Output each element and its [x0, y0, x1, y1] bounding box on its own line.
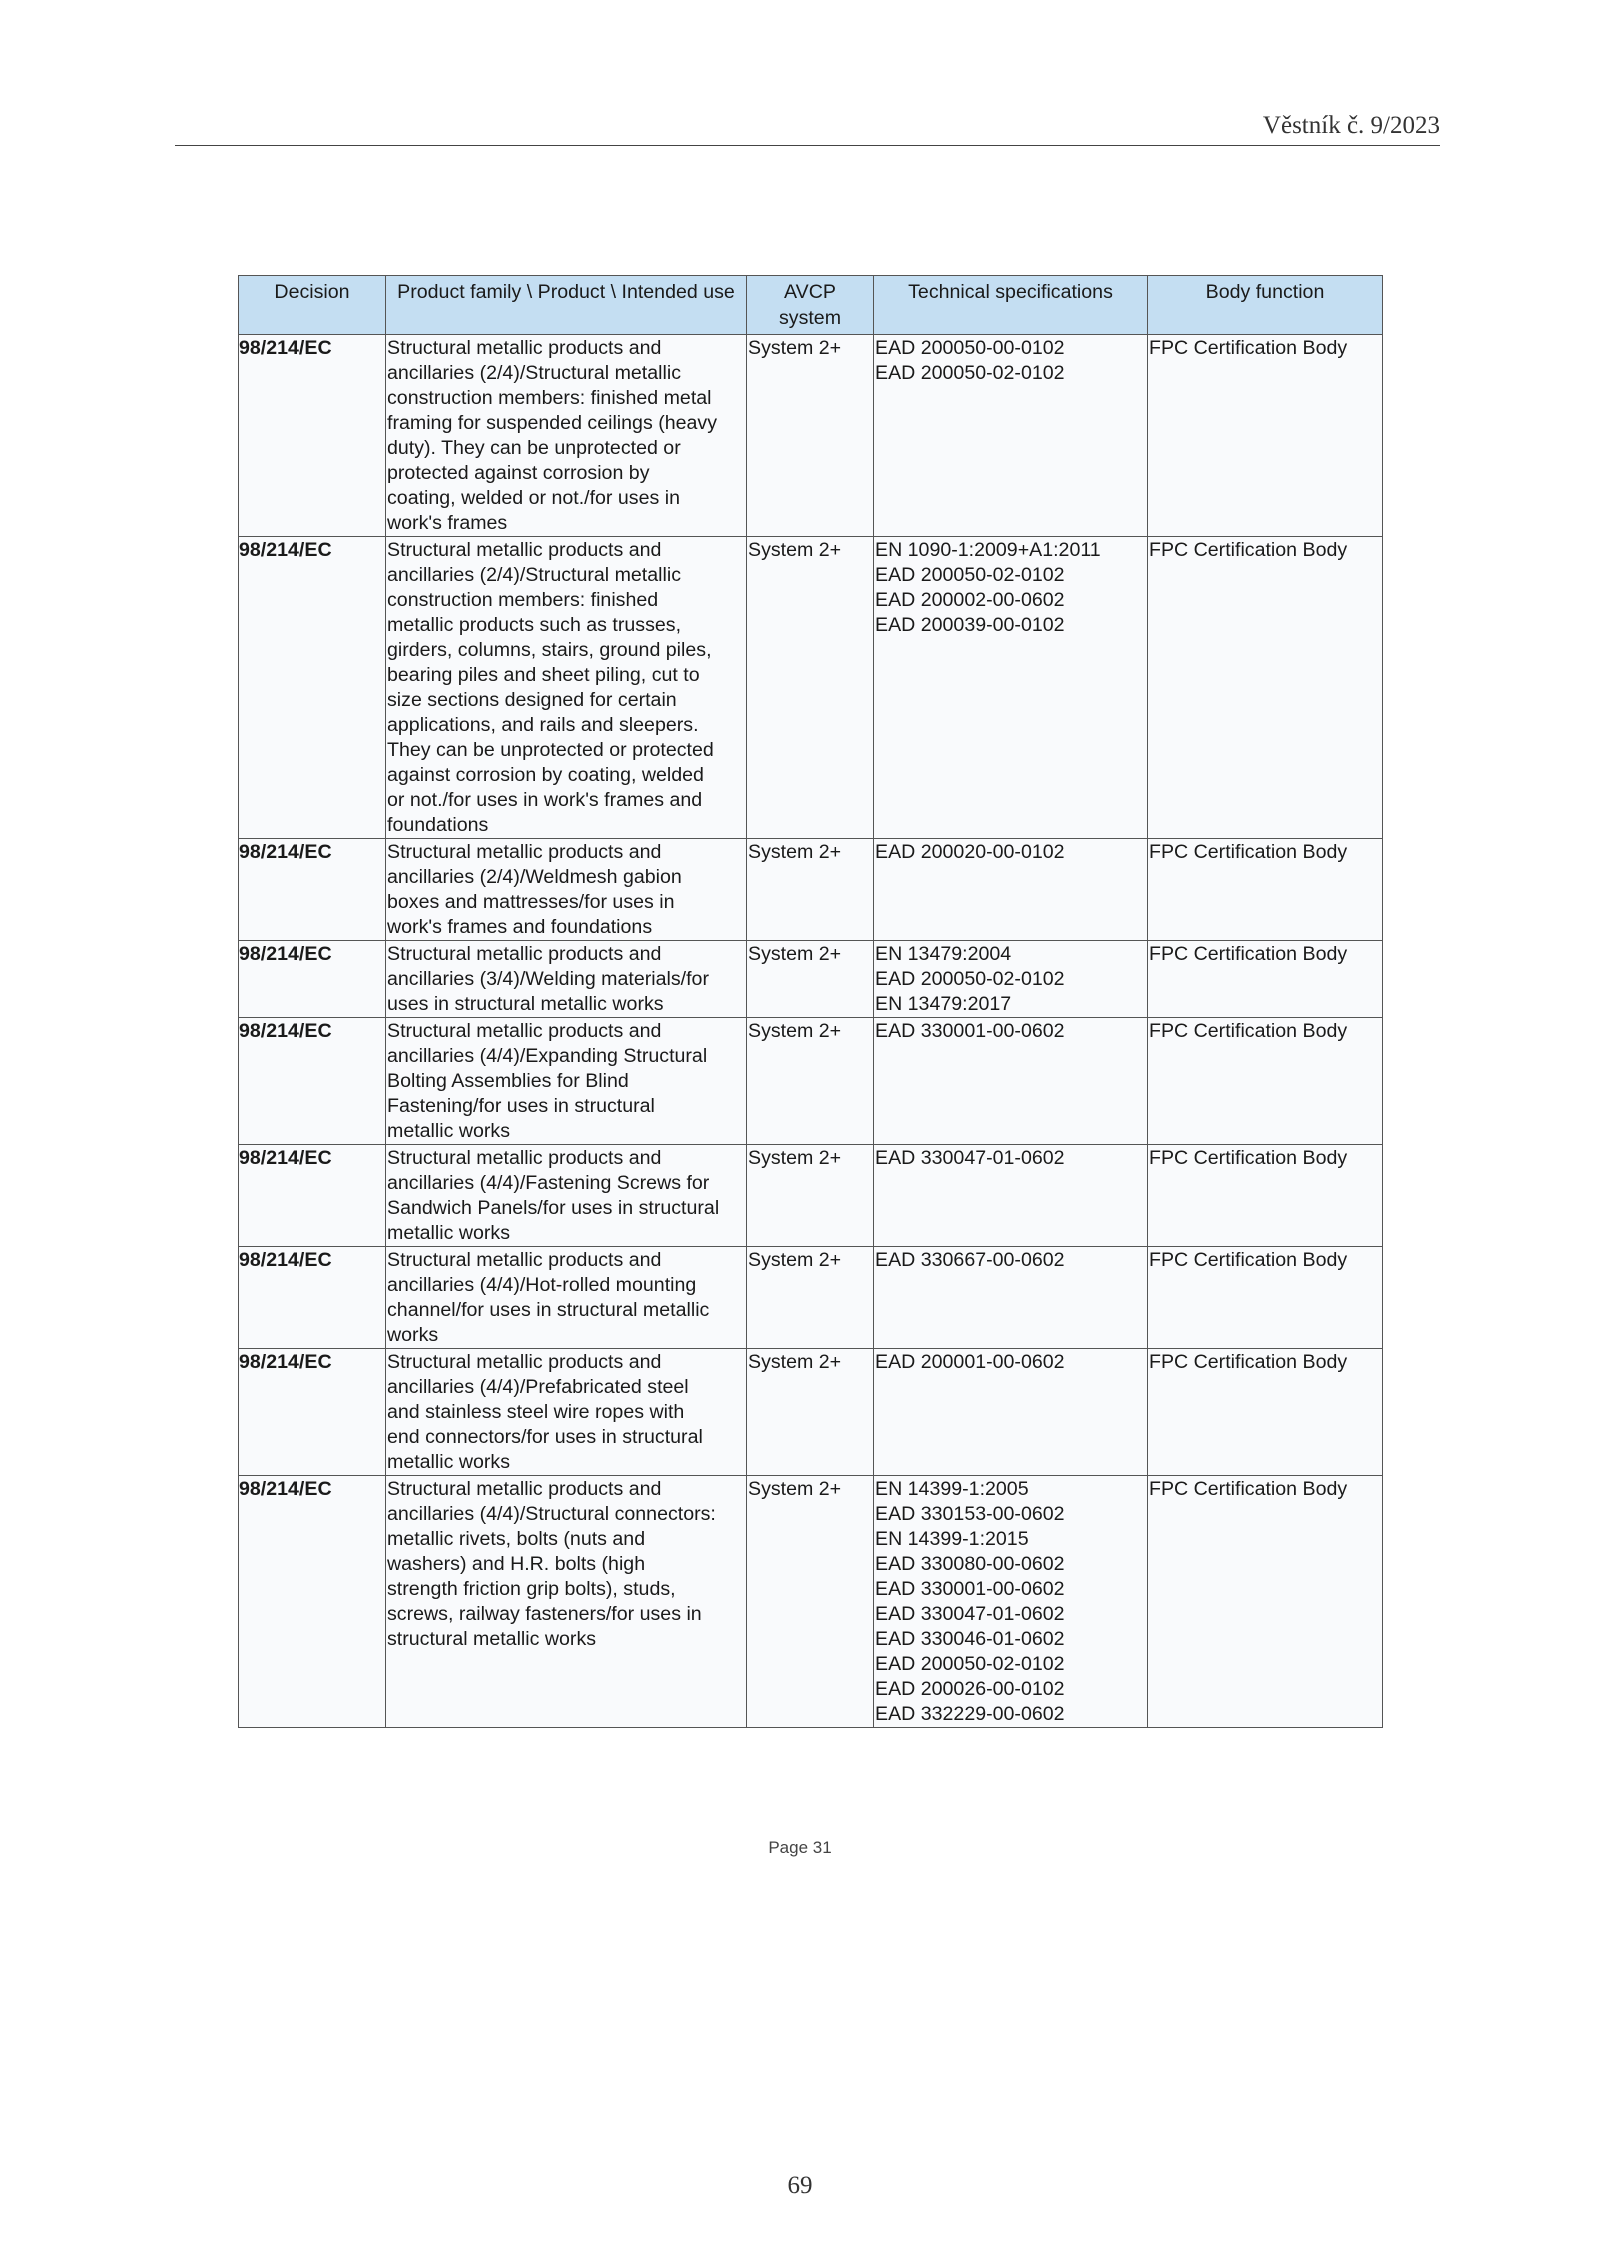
specification-line: EN 1090-1:2009+A1:2011 [875, 539, 1101, 561]
decision-text: 98/214/EC [239, 1020, 332, 1042]
product-line: Structural metallic products and [387, 337, 662, 359]
specifications-cell [874, 1145, 1148, 1247]
product-line: work's frames and foundations [387, 916, 653, 938]
specifications-cell [874, 335, 1148, 537]
product-line: metallic works [387, 1120, 511, 1142]
specification-line: EAD 200050-02-0102 [875, 362, 1065, 384]
decision-text: 98/214/EC [239, 841, 332, 863]
product-line: and stainless steel wire ropes with [387, 1401, 685, 1423]
specification-line: EAD 200050-02-0102 [875, 968, 1065, 990]
product-line: Bolting Assemblies for Blind [387, 1070, 629, 1092]
header-rule [175, 145, 1440, 146]
table-row [239, 1018, 1383, 1145]
avcp-text: System 2+ [748, 539, 842, 561]
avcp-cell [747, 1247, 874, 1349]
product-cell [386, 941, 747, 1018]
product-line: ancillaries (4/4)/Structural connectors: [387, 1503, 716, 1525]
table-row [239, 941, 1383, 1018]
product-line: channel/for uses in structural metallic [387, 1299, 710, 1321]
table-header-row [239, 276, 1383, 335]
product-cell [386, 1476, 747, 1728]
body-function-text: FPC Certification Body [1149, 337, 1348, 359]
table-row [239, 537, 1383, 839]
specifications-cell [874, 941, 1148, 1018]
body-function-cell [1148, 1349, 1383, 1476]
specification-line: EAD 200002-00-0602 [875, 589, 1065, 611]
specification-line: EAD 200050-02-0102 [875, 564, 1065, 586]
specification-line: EAD 330080-00-0602 [875, 1553, 1065, 1575]
decision-cell [239, 335, 386, 537]
decision-text: 98/214/EC [239, 1249, 332, 1271]
decision-cell [239, 1476, 386, 1728]
specifications-cell [874, 1018, 1148, 1145]
specifications-cell [874, 1349, 1148, 1476]
column-header-avcp: AVCP system [747, 276, 874, 335]
specification-line: EAD 330047-01-0602 [875, 1147, 1065, 1169]
body-function-text: FPC Certification Body [1149, 1020, 1348, 1042]
specification-line: EAD 330001-00-0602 [875, 1020, 1065, 1042]
body-function-text: FPC Certification Body [1149, 1249, 1348, 1271]
product-line: Structural metallic products and [387, 1478, 662, 1500]
product-line: ancillaries (4/4)/Prefabricated steel [387, 1376, 689, 1398]
decision-text: 98/214/EC [239, 1147, 332, 1169]
avcp-cell [747, 941, 874, 1018]
product-cell [386, 1247, 747, 1349]
product-line: metallic rivets, bolts (nuts and [387, 1528, 646, 1550]
decision-text: 98/214/EC [239, 337, 332, 359]
page-number: 69 [787, 2172, 813, 2199]
body-function-cell [1148, 941, 1383, 1018]
product-line: washers) and H.R. bolts (high [387, 1553, 646, 1575]
specification-line: EAD 200026-00-0102 [875, 1678, 1065, 1700]
body-function-cell [1148, 335, 1383, 537]
product-line: protected against corrosion by [387, 462, 650, 484]
product-cell [386, 537, 747, 839]
product-line: Structural metallic products and [387, 539, 662, 561]
product-cell [386, 335, 747, 537]
product-line: structural metallic works [387, 1628, 597, 1650]
specifications-cell [874, 839, 1148, 941]
product-line: Structural metallic products and [387, 841, 662, 863]
product-line: end connectors/for uses in structural [387, 1426, 703, 1448]
specification-line: EAD 200050-02-0102 [875, 1653, 1065, 1675]
product-line: metallic works [387, 1222, 511, 1244]
product-line: girders, columns, stairs, ground piles, [387, 639, 712, 661]
avcp-text: System 2+ [748, 1147, 842, 1169]
product-cell [386, 1018, 747, 1145]
avcp-text: System 2+ [748, 1478, 842, 1500]
product-line: ancillaries (4/4)/Expanding Structural [387, 1045, 708, 1067]
avcp-text: System 2+ [748, 1351, 842, 1373]
product-line: metallic works [387, 1451, 511, 1473]
product-cell [386, 1145, 747, 1247]
specification-line: EAD 200050-00-0102 [875, 337, 1065, 359]
table-body [239, 335, 1383, 1728]
decision-cell [239, 941, 386, 1018]
specification-line: EN 13479:2004 [875, 943, 1012, 965]
decision-text: 98/214/EC [239, 539, 332, 561]
body-function-cell [1148, 1247, 1383, 1349]
specification-line: EN 14399-1:2005 [875, 1478, 1029, 1500]
product-line: work's frames [387, 512, 508, 534]
decision-text: 98/214/EC [239, 1478, 332, 1500]
body-function-cell [1148, 1476, 1383, 1728]
specification-line: EAD 332229-00-0602 [875, 1703, 1065, 1725]
product-line: or not./for uses in work's frames and [387, 789, 703, 811]
body-function-cell [1148, 839, 1383, 941]
specifications-table [238, 275, 1383, 1728]
body-function-text: FPC Certification Body [1149, 1147, 1348, 1169]
decision-cell [239, 537, 386, 839]
body-function-text: FPC Certification Body [1149, 943, 1348, 965]
product-line: Fastening/for uses in structural [387, 1095, 655, 1117]
product-line: duty). They can be unprotected or [387, 437, 681, 459]
product-line: foundations [387, 814, 489, 836]
body-function-cell [1148, 1145, 1383, 1247]
column-header-decision: Decision [239, 276, 386, 335]
product-line: boxes and mattresses/for uses in [387, 891, 675, 913]
avcp-text: System 2+ [748, 943, 842, 965]
running-header: Věstník č. 9/2023 [1262, 112, 1440, 139]
product-line: ancillaries (4/4)/Fastening Screws for [387, 1172, 710, 1194]
decision-cell [239, 1018, 386, 1145]
product-line: bearing piles and sheet piling, cut to [387, 664, 700, 686]
body-function-cell [1148, 537, 1383, 839]
body-function-text: FPC Certification Body [1149, 1351, 1348, 1373]
decision-text: 98/214/EC [239, 943, 332, 965]
specification-line: EAD 330001-00-0602 [875, 1578, 1065, 1600]
column-header-specifications: Technical specifications [874, 276, 1148, 335]
product-line: size sections designed for certain [387, 689, 677, 711]
product-line: ancillaries (2/4)/Structural metallic [387, 564, 682, 586]
decision-cell [239, 1145, 386, 1247]
product-line: Structural metallic products and [387, 1249, 662, 1271]
decision-cell [239, 839, 386, 941]
product-line: strength friction grip bolts), studs, [387, 1578, 676, 1600]
product-line: framing for suspended ceilings (heavy [387, 412, 718, 434]
avcp-cell [747, 1018, 874, 1145]
product-line: applications, and rails and sleepers. [387, 714, 699, 736]
specification-line: EAD 200039-00-0102 [875, 614, 1065, 636]
product-line: metallic products such as trusses, [387, 614, 682, 636]
body-function-text: FPC Certification Body [1149, 539, 1348, 561]
table-row [239, 335, 1383, 537]
product-line: works [387, 1324, 439, 1346]
page-label: Page 31 [768, 1838, 832, 1857]
product-line: against corrosion by coating, welded [387, 764, 704, 786]
avcp-cell [747, 839, 874, 941]
avcp-text: System 2+ [748, 841, 842, 863]
avcp-cell [747, 537, 874, 839]
column-header-product: Product family \ Product \ Intended use [386, 276, 747, 335]
avcp-cell [747, 335, 874, 537]
specification-line: EN 13479:2017 [875, 993, 1012, 1015]
avcp-text: System 2+ [748, 1020, 842, 1042]
specification-line: EAD 330667-00-0602 [875, 1249, 1065, 1271]
decision-text: 98/214/EC [239, 1351, 332, 1373]
product-line: coating, welded or not./for uses in [387, 487, 680, 509]
product-line: uses in structural metallic works [387, 993, 664, 1015]
table-row [239, 1247, 1383, 1349]
avcp-cell [747, 1476, 874, 1728]
specification-line: EAD 330047-01-0602 [875, 1603, 1065, 1625]
specification-line: EAD 330046-01-0602 [875, 1628, 1065, 1650]
avcp-text: System 2+ [748, 337, 842, 359]
product-line: construction members: finished [387, 589, 659, 611]
product-line: screws, railway fasteners/for uses in [387, 1603, 702, 1625]
decision-cell [239, 1247, 386, 1349]
avcp-cell [747, 1349, 874, 1476]
specification-line: EAD 200020-00-0102 [875, 841, 1065, 863]
product-cell [386, 1349, 747, 1476]
specifications-cell [874, 1247, 1148, 1349]
product-line: Sandwich Panels/for uses in structural [387, 1197, 720, 1219]
product-cell [386, 839, 747, 941]
table-row [239, 1476, 1383, 1728]
product-line: ancillaries (3/4)/Welding materials/for [387, 968, 709, 990]
decision-cell [239, 1349, 386, 1476]
table-row [239, 1145, 1383, 1247]
avcp-text: System 2+ [748, 1249, 842, 1271]
product-line: Structural metallic products and [387, 943, 662, 965]
specification-line: EAD 200001-00-0602 [875, 1351, 1065, 1373]
product-line: construction members: finished metal [387, 387, 712, 409]
column-header-body-function: Body function [1148, 276, 1383, 335]
product-line: ancillaries (2/4)/Structural metallic [387, 362, 682, 384]
body-function-text: FPC Certification Body [1149, 1478, 1348, 1500]
specification-line: EAD 330153-00-0602 [875, 1503, 1065, 1525]
body-function-text: FPC Certification Body [1149, 841, 1348, 863]
table-row [239, 1349, 1383, 1476]
product-line: They can be unprotected or protected [387, 739, 714, 761]
specifications-cell [874, 537, 1148, 839]
avcp-cell [747, 1145, 874, 1247]
product-line: Structural metallic products and [387, 1020, 662, 1042]
specifications-cell [874, 1476, 1148, 1728]
product-line: Structural metallic products and [387, 1147, 662, 1169]
product-line: ancillaries (2/4)/Weldmesh gabion [387, 866, 682, 888]
specification-line: EN 14399-1:2015 [875, 1528, 1029, 1550]
body-function-cell [1148, 1018, 1383, 1145]
product-line: ancillaries (4/4)/Hot-rolled mounting [387, 1274, 697, 1296]
table-row [239, 839, 1383, 941]
product-line: Structural metallic products and [387, 1351, 662, 1373]
